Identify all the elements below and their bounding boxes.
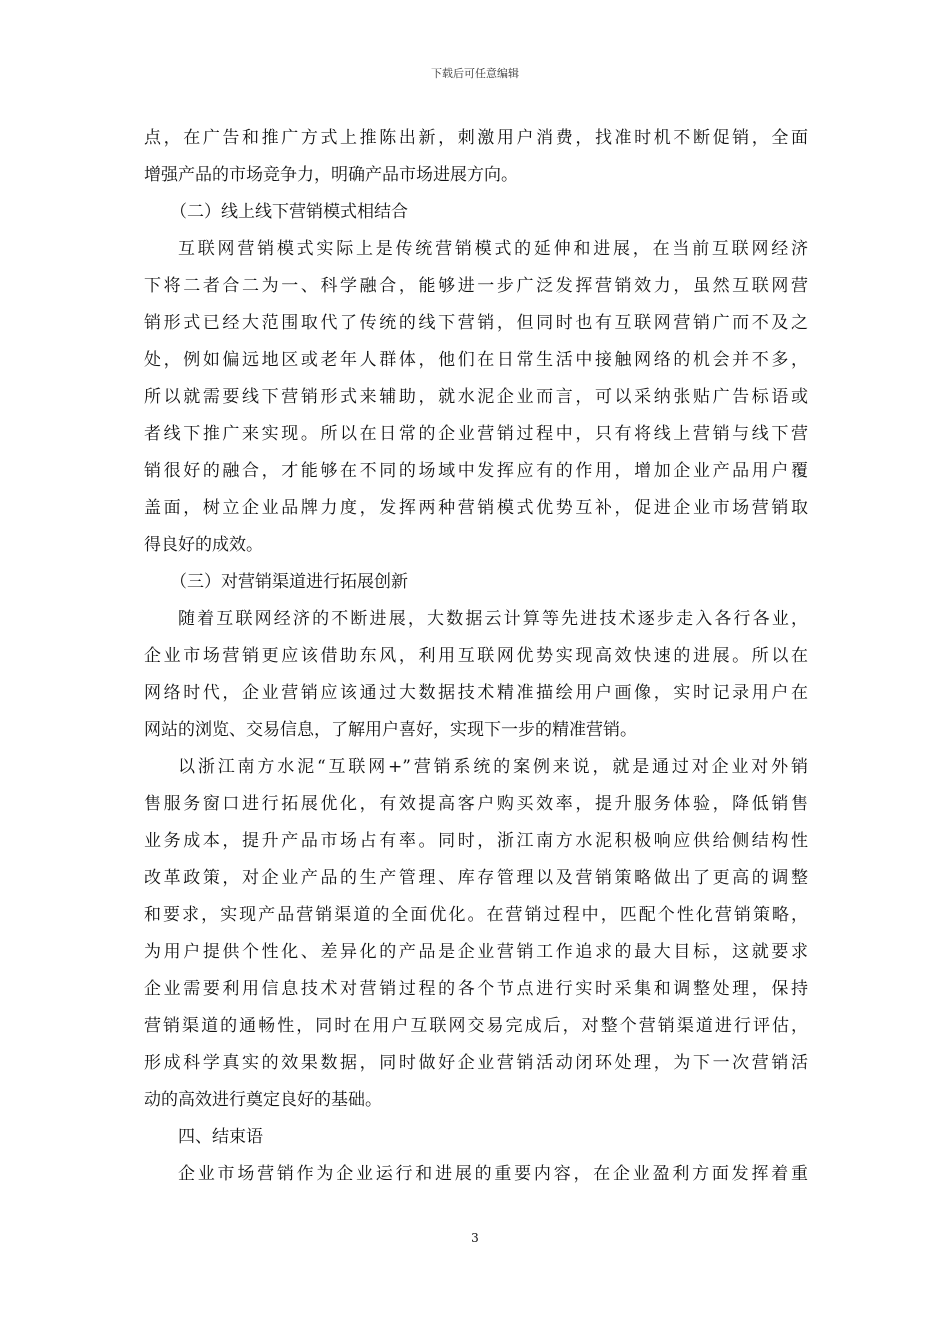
text-line: 增强产品的市场竞争力，明确产品市场进展方向。 (144, 165, 518, 185)
text-line: 网站的浏览、交易信息，了解用户喜好，实现下一步的精准营销。 (144, 720, 637, 740)
text-line: 售服务窗口进行拓展优化，有效提高客户购买效率，提升服务体验，降低销售 (144, 794, 808, 814)
text-line: 以浙江南方水泥“互联网+”营销系统的案例来说，就是通过对企业对外销 (178, 757, 808, 777)
section-heading: （三）对营销渠道进行拓展创新 (170, 572, 408, 592)
text-line: 改革政策，对企业产品的生产管理、库存管理以及营销策略做出了更高的调整 (144, 868, 808, 888)
document-body (144, 120, 808, 1193)
page-header: 下载后可任意编辑 (431, 67, 519, 80)
text-line: 得良好的成效。 (144, 535, 263, 555)
text-line: 销形式已经大范围取代了传统的线下营销，但同时也有互联网营销广而不及之 (144, 313, 808, 333)
text-line: 为用户提供个性化、差异化的产品是企业营销工作追求的最大目标，这就要求 (144, 942, 808, 962)
page-number: 3 (471, 1231, 479, 1245)
text-line: 点，在广告和推广方式上推陈出新，刺激用户消费，找准时机不断促销，全面 (144, 128, 808, 148)
text-line: 随着互联网经济的不断进展，大数据云计算等先进技术逐步走入各行各业， (178, 609, 808, 629)
text-line: 动的高效进行奠定良好的基础。 (144, 1090, 382, 1110)
text-line: 形成科学真实的效果数据，同时做好企业营销活动闭环处理，为下一次营销活 (144, 1053, 808, 1073)
text-line: 和要求，实现产品营销渠道的全面优化。在营销过程中，匹配个性化营销策略， (144, 905, 808, 925)
text-line: 销很好的融合，才能够在不同的场域中发挥应有的作用，增加企业产品用户覆 (144, 461, 808, 481)
text-line: 业务成本，提升产品市场占有率。同时，浙江南方水泥积极响应供给侧结构性 (144, 831, 808, 851)
section-heading: （二）线上线下营销模式相结合 (170, 202, 408, 222)
text-line: 营销渠道的通畅性，同时在用户互联网交易完成后，对整个营销渠道进行评估， (144, 1016, 808, 1036)
text-line: 互联网营销模式实际上是传统营销模式的延伸和进展，在当前互联网经济 (178, 239, 808, 259)
text-line: 企业市场营销更应该借助东风，利用互联网优势实现高效快速的进展。所以在 (144, 646, 808, 666)
text-line: 者线下推广来实现。所以在日常的企业营销过程中，只有将线上营销与线下营 (144, 424, 808, 444)
text-line: 处，例如偏远地区或老年人群体，他们在日常生活中接触网络的机会并不多， (144, 350, 808, 370)
text-line: 下将二者合二为一、科学融合，能够进一步广泛发挥营销效力，虽然互联网营 (144, 276, 808, 296)
text-line: 企业需要利用信息技术对营销过程的各个节点进行实时采集和调整处理，保持 (144, 979, 808, 999)
section-heading: 四、结束语 (178, 1127, 263, 1147)
text-line: 网络时代，企业营销应该通过大数据技术精准描绘用户画像，实时记录用户在 (144, 683, 808, 703)
text-line: 所以就需要线下营销形式来辅助，就水泥企业而言，可以采纳张贴广告标语或 (144, 387, 808, 407)
text-line: 企业市场营销作为企业运行和进展的重要内容，在企业盈利方面发挥着重 (178, 1164, 808, 1184)
text-line: 盖面，树立企业品牌力度，发挥两种营销模式优势互补，促进企业市场营销取 (144, 498, 808, 518)
